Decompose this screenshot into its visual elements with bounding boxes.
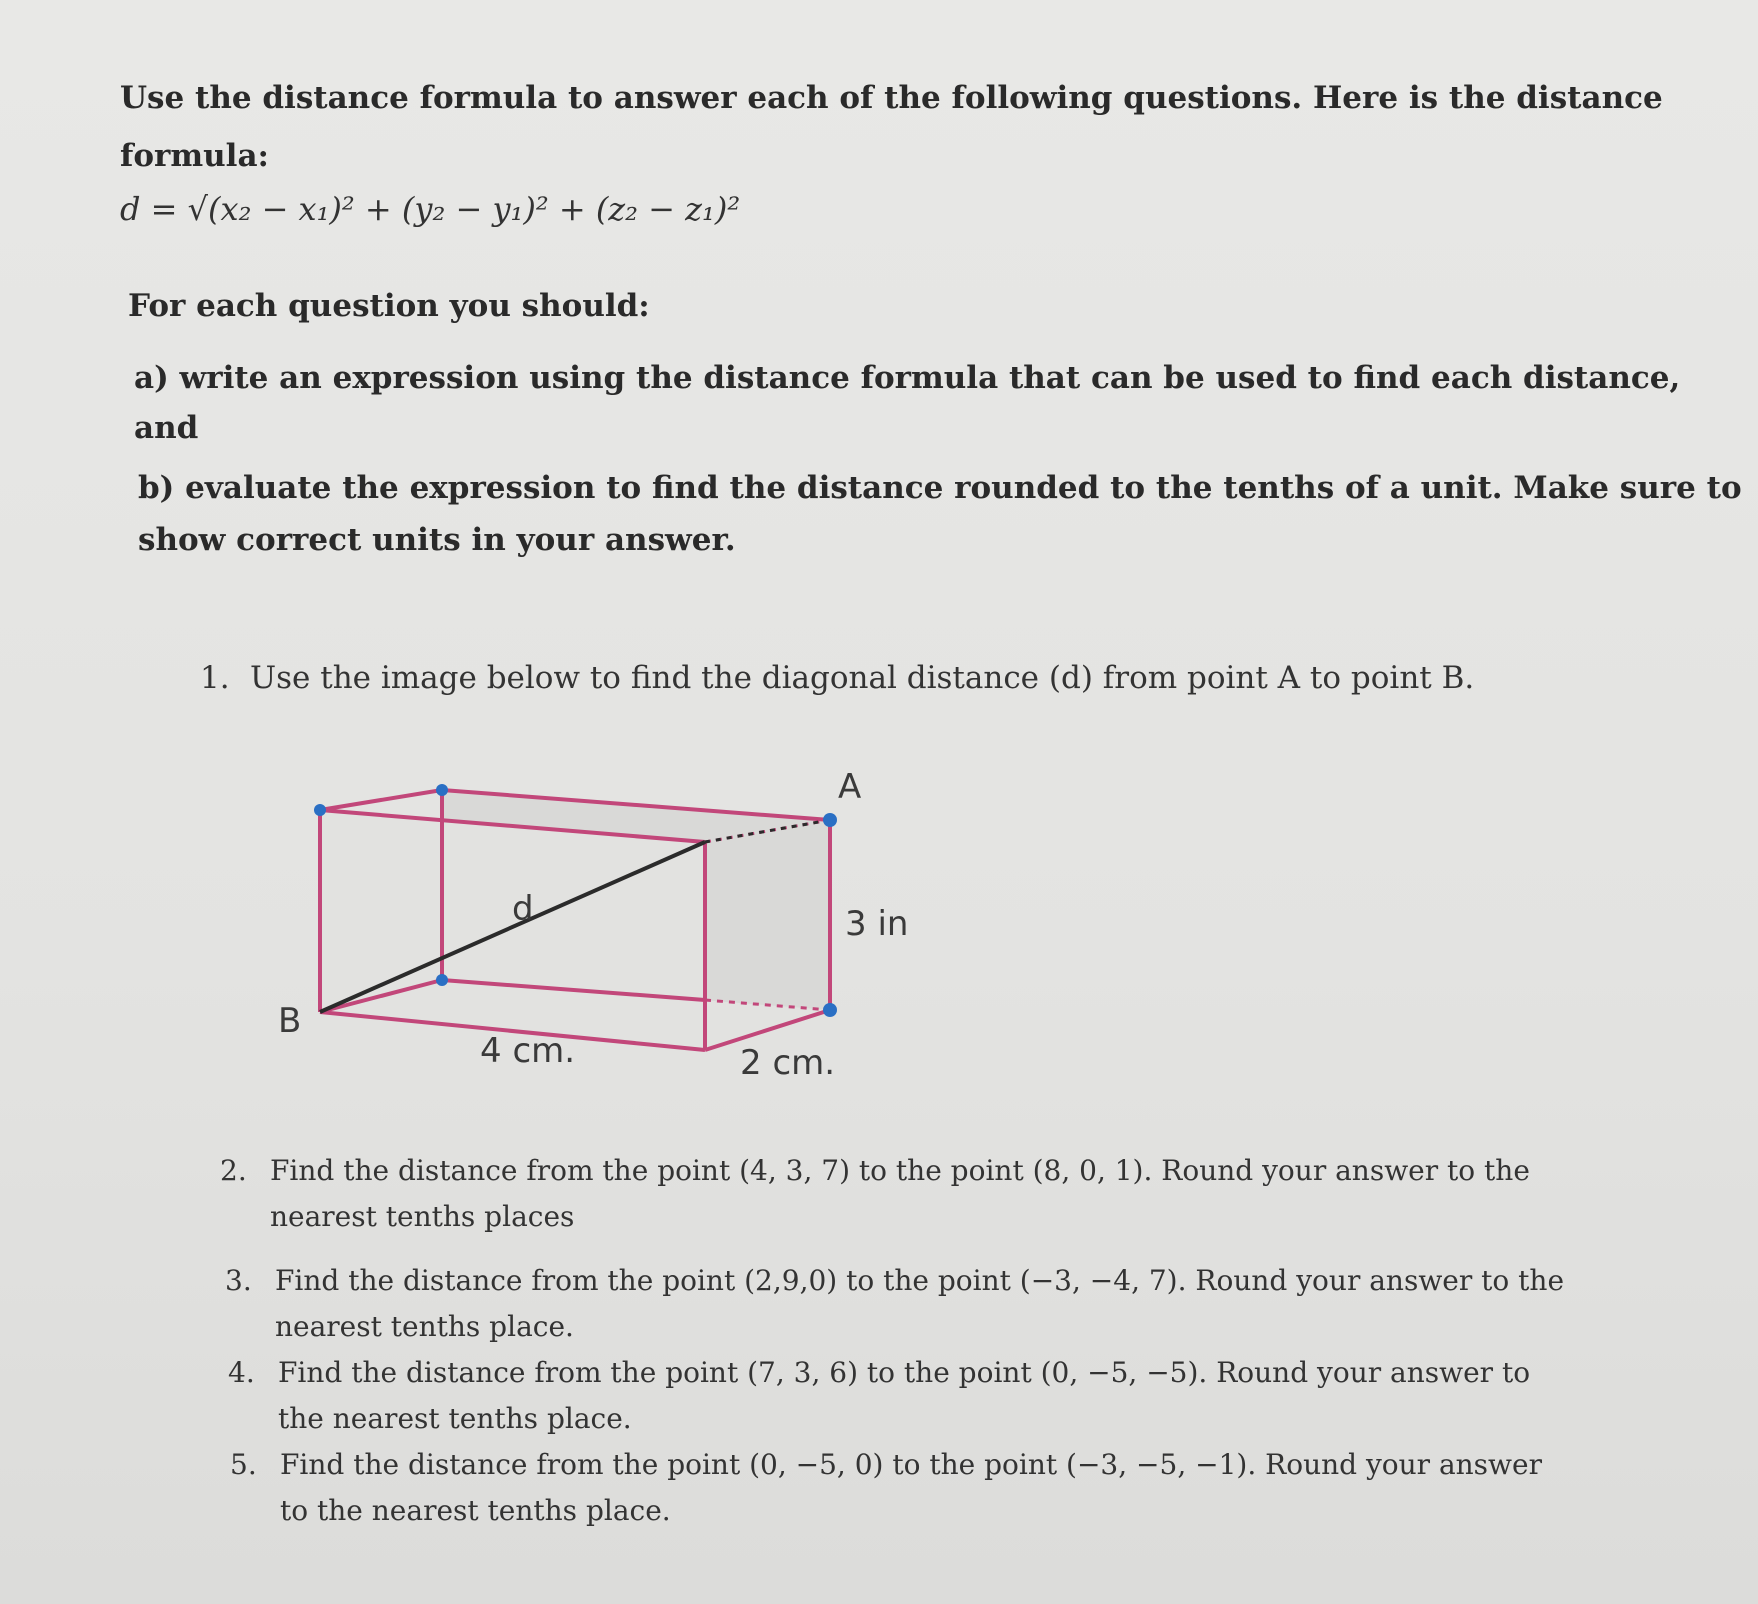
intro-line-1: Use the distance formula to answer each of the following questions. Here is the distance xyxy=(120,80,1663,116)
question-2 xyxy=(220,1148,1530,1240)
label-d: d xyxy=(512,889,534,929)
instruction-a-line-2: and xyxy=(134,410,199,446)
question-5-number: 5. xyxy=(230,1448,257,1481)
question-5-line-2: to the nearest tenths place. xyxy=(280,1494,671,1527)
question-3-number: 3. xyxy=(225,1264,252,1297)
instruction-b-line-2: show correct units in your answer. xyxy=(138,522,736,558)
label-a: A xyxy=(838,767,862,807)
question-3-line-1: Find the distance from the point (2,9,0) to the point (−3, −4, 7). Round your answer to the xyxy=(275,1264,1565,1297)
vertex-point xyxy=(436,974,448,986)
question-4 xyxy=(228,1350,1530,1442)
vertex-point xyxy=(314,804,326,816)
question-2-line-2: nearest tenths places xyxy=(270,1200,575,1233)
question-2-number: 2. xyxy=(220,1154,247,1187)
question-5-line-1: Find the distance from the point (0, −5, 0) to the point (−3, −5, −1). Round your answer xyxy=(280,1448,1542,1481)
question-1 xyxy=(200,660,1474,696)
question-2-line-1: Find the distance from the point (4, 3, 7) to the point (8, 0, 1). Round your answer to the xyxy=(270,1154,1530,1187)
front-face xyxy=(320,810,705,1050)
question-1-text: Use the image below to find the diagonal distance (d) from point A to point B. xyxy=(250,660,1475,696)
label-b: B xyxy=(278,1001,302,1041)
rectangular-prism-figure xyxy=(270,760,950,1090)
question-5 xyxy=(230,1442,1542,1534)
distance-formula: d = √(x₂ − x₁)² + (y₂ − y₁)² + (z₂ − z₁)² xyxy=(120,190,741,228)
for-each-heading: For each question you should: xyxy=(128,288,650,324)
instruction-a-line-1: a) write an expression using the distance formula that can be used to find each distance, xyxy=(134,360,1681,396)
intro-line-2: formula: xyxy=(120,138,269,174)
vertex-point xyxy=(823,1003,837,1017)
question-1-number: 1. xyxy=(200,660,230,696)
label-height: 3 in xyxy=(845,904,909,944)
instruction-b-line-1: b) evaluate the expression to find the distance rounded to the tenths of a unit. Make sure to xyxy=(138,470,1742,506)
point-a xyxy=(823,813,837,827)
vertex-point xyxy=(436,784,448,796)
question-4-line-2: the nearest tenths place. xyxy=(278,1402,632,1435)
edge-top-left xyxy=(320,790,442,810)
question-4-number: 4. xyxy=(228,1356,255,1389)
label-length: 4 cm. xyxy=(480,1031,576,1071)
question-3-line-2: nearest tenths place. xyxy=(275,1310,574,1343)
question-3 xyxy=(225,1258,1564,1350)
question-4-line-1: Find the distance from the point (7, 3, 6) to the point (0, −5, −5). Round your answer to xyxy=(278,1356,1531,1389)
label-depth: 2 cm. xyxy=(740,1043,836,1083)
